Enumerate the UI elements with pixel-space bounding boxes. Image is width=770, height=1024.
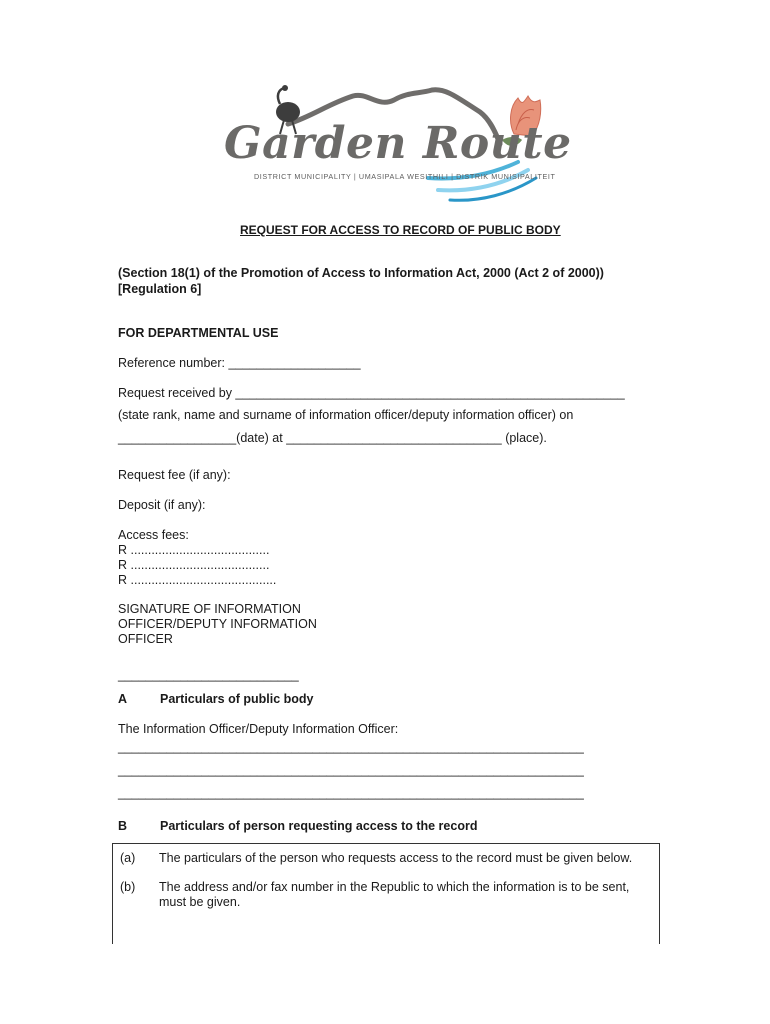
access-fee-line: R ........................................: [118, 543, 270, 557]
section-a-intro: The Information Officer/Deputy Information Officer:: [118, 722, 399, 736]
signature-label-line: SIGNATURE OF INFORMATION: [118, 602, 301, 616]
section-a-blank-line: ___________________________________________________________________: [118, 763, 584, 777]
signature-label-line: OFFICER/DEPUTY INFORMATION: [118, 617, 317, 631]
section-a-blank-line: ___________________________________________________________________: [118, 740, 584, 754]
logo-subtitle: DISTRICT MUNICIPALITY | UMASIPALA WESITHILI | DISTRIK MUNISIPALITEIT: [254, 172, 556, 181]
logo-title: Garden Route: [224, 118, 572, 169]
section-a-title: Particulars of public body: [160, 692, 314, 706]
section-b-letter: B: [118, 819, 128, 833]
access-fee-line: R ..........................................: [118, 573, 277, 587]
reference-number-field: Reference number: ___________________: [118, 356, 361, 370]
section-a-letter: A: [118, 692, 128, 706]
section-b-instructions-box: [112, 843, 660, 944]
request-fee-label: Request fee (if any):: [118, 468, 231, 482]
section-a-blank-line: ___________________________________________________________________: [118, 786, 584, 800]
deposit-label: Deposit (if any):: [118, 498, 206, 512]
item-b-letter: (b): [120, 880, 136, 894]
item-a-text: The particulars of the person who requests access to the record must be given below.: [159, 851, 633, 865]
document-title: REQUEST FOR ACCESS TO RECORD OF PUBLIC BODY: [240, 223, 561, 237]
access-fee-line: R ........................................: [118, 558, 270, 572]
signature-blank: __________________________: [118, 668, 299, 682]
state-rank-note: (state rank, name and surname of information officer/deputy information officer) on: [118, 408, 574, 422]
garden-route-logo: [218, 82, 572, 212]
section-reference: (Section 18(1) of the Promotion of Access to Information Act, 2000 (Act 2 of 2000)): [118, 266, 604, 280]
item-b-text: The address and/or fax number in the Republic to which the information is to be sent, must be given.: [159, 880, 630, 909]
signature-label-line: OFFICER: [118, 632, 173, 646]
regulation-reference: [Regulation 6]: [118, 282, 202, 296]
section-b-title: Particulars of person requesting access to the record: [160, 819, 478, 833]
departmental-heading: FOR DEPARTMENTAL USE: [118, 326, 279, 340]
date-place-field: _________________(date) at _______________________________ (place).: [118, 431, 547, 445]
item-a-letter: (a): [120, 851, 136, 865]
access-fees-label: Access fees:: [118, 528, 189, 542]
request-received-by-field: Request received by ________________________________________________________: [118, 386, 625, 400]
